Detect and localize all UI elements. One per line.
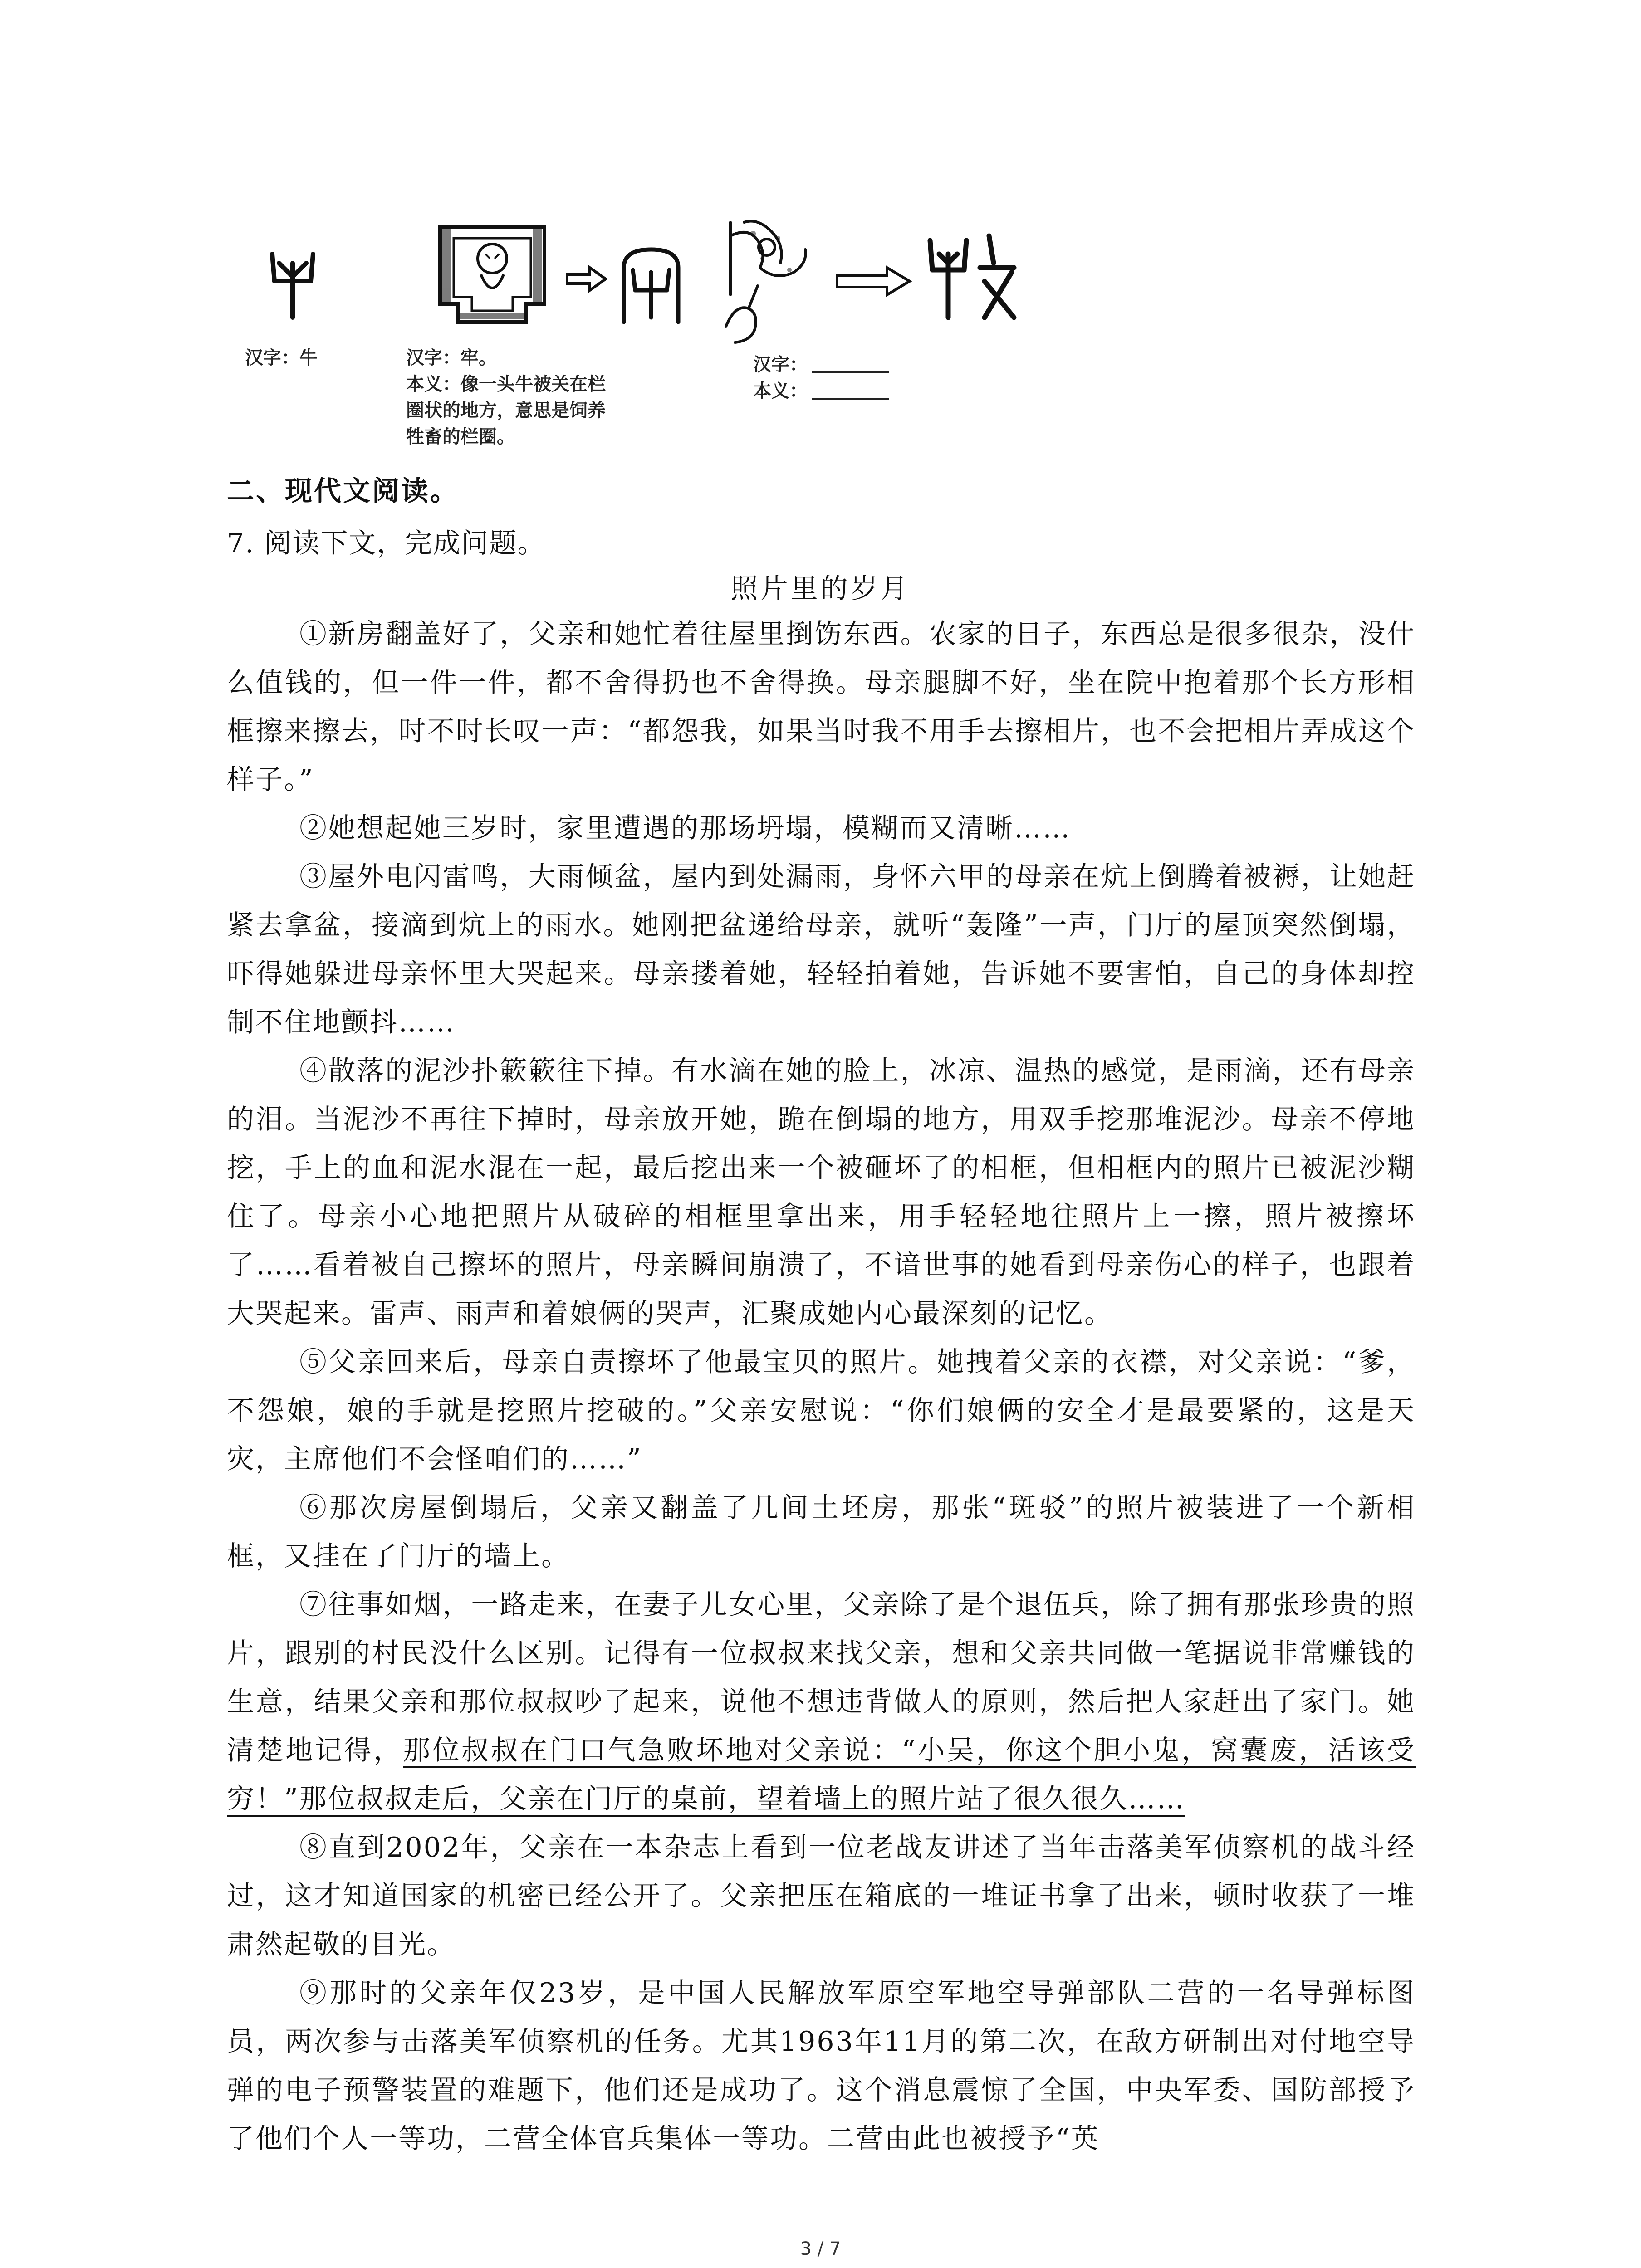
- paragraph-1: ①新房翻盖好了，父亲和她忙着往屋里捯饬东西。农家的日子，东西总是很多很杂，没什么值钱的，但一件一件，都不舍得扔也不舍得换。母亲腿脚不好，坐在院中抱着那个长方形相框擦来擦去，时不时长叹一声：“都怨我，如果当时我不用手去擦相片，也不会把相片弄成这个样子。”: [227, 618, 1416, 796]
- paragraph-8: ⑧直到2002年，父亲在一本杂志上看到一位老战友讲述了当年击落美军侦察机的战斗经过，这才知道国家的机密已经公开了。父亲把压在箱底的一堆证书拿了出来，顿时收获了一堆肃然起敬的目光。: [227, 1832, 1416, 1960]
- arrow-right-icon: [565, 265, 608, 293]
- paragraph-7-text: ⑦往事如烟，一路走来，在妻子儿女心里，父亲除了是个退伍兵，除了拥有那张珍贵的照片，跟别的村民没什么区别。记得有一位叔叔来找父亲，想和父亲共同做一笔据说非常赚钱的生意，结果父亲和那位叔叔吵了起来，说他不想违背做人的原则，然后把人家赶出了家门。她清楚地记得，: [227, 1589, 1416, 1766]
- lao-hanzi-caption: 汉字：牢。: [406, 347, 497, 368]
- hanzi-answer-blank[interactable]: [812, 371, 889, 373]
- bronze-lao-pen-icon: [431, 218, 554, 331]
- oracle-bone-niu-icon: [268, 245, 318, 322]
- paragraph-6: ⑥那次房屋倒塌后，父亲又翻盖了几间土坯房，那张“斑驳”的照片被装进了一个新相框，又挂在了门厅的墙上。: [227, 1492, 1416, 1572]
- unknown-hanzi-label: 汉字：: [753, 354, 808, 375]
- paragraph-7: [227, 1581, 1416, 1823]
- lao-meaning-line-1: 本义：像一头牛被关在栏: [406, 374, 606, 395]
- underlined-passage: 那位叔叔在门口气急败坏地对父亲说：“小吴，你这个胆小鬼，窝囊废，活该受穷！”那位叔叔走后，父亲在门厅的桌前，望着墙上的照片站了很久很久……: [227, 1735, 1416, 1817]
- oracle-bone-mu-icon: [921, 227, 1021, 327]
- paragraph-5: ⑤父亲回来后，母亲自责擦坏了他最宝贝的照片。她拽着父亲的衣襟，对父亲说：“爹，不怨娘，娘的手就是挖照片挖破的。”父亲安慰说：“你们娘俩的安全才是最要紧的，这是天灾，主席他们不会怪咱们的……”: [227, 1346, 1416, 1475]
- arrow-right-icon: [835, 265, 912, 297]
- hand-holding-ox-icon: [717, 213, 835, 349]
- paragraph-4: ④散落的泥沙扑簌簌往下掉。有水滴在她的脸上，冰凉、温热的感觉，是雨滴，还有母亲的泪。当泥沙不再往下掉时，母亲放开她，跪在倒塌的地方，用双手挖那堆泥沙。母亲不停地挖，手上的血和泥水混在一起，最后挖出来一个被砸坏了的相框，但相框内的照片已被泥沙糊住了。母亲小心地把照片从破碎的相框里拿出来，用手轻轻地往照片上一擦，照片被擦坏了……看着被自己擦坏的照片，母亲瞬间崩溃了，不谙世事的她看到母亲伤心的样子，也跟着大哭起来。雷声、雨声和着娘俩的哭声，汇聚成她内心最深刻的记忆。: [227, 1055, 1416, 1330]
- paragraph-2: ②她想起她三岁时，家里遭遇的那场坍塌，模糊而又清晰……: [299, 812, 1071, 844]
- character-evolution-figure: [240, 213, 1261, 467]
- section-title: 二、现代文阅读。: [227, 475, 459, 507]
- paragraph-9: ⑨那时的父亲年仅23岁，是中国人民解放军原空军地空导弹部队二营的一名导弹标图员，两次参与击落美军侦察机的任务。尤其1963年11月的第二次，在敌方研制出对付地空导弹的电子预警装置的难题下，他们还是成功了。这个消息震惊了全国，中央军委、国防部授予了他们个人一等功，二营全体官兵集体一等功。二营由此也被授予“英: [227, 1977, 1416, 2155]
- lao-meaning-line-3: 牲畜的栏圈。: [406, 426, 515, 447]
- paragraph-3: ③屋外电闪雷鸣，大雨倾盆，屋内到处漏雨，身怀六甲的母亲在炕上倒腾着被褥，让她赶紧去拿盆，接滴到炕上的雨水。她刚把盆递给母亲，就听“轰隆”一声，门厅的屋顶突然倒塌，吓得她躲进母亲怀里大哭起来。母亲搂着她，轻轻拍着她，告诉她不要害怕，自己的身体却控制不住地颤抖……: [227, 861, 1416, 1038]
- oracle-bone-lao-icon: [615, 240, 687, 327]
- lao-meaning-line-2: 圈状的地方，意思是饲养: [406, 400, 606, 421]
- niu-caption: 汉字：牛: [245, 347, 318, 368]
- question-prompt: 7. 阅读下文，完成问题。: [227, 528, 546, 559]
- meaning-answer-blank[interactable]: [812, 398, 889, 400]
- article-body: [227, 610, 1416, 2163]
- page-number: 3 / 7: [800, 2239, 841, 2259]
- unknown-meaning-label: 本义：: [753, 381, 808, 401]
- article-title: 照片里的岁月: [730, 573, 911, 605]
